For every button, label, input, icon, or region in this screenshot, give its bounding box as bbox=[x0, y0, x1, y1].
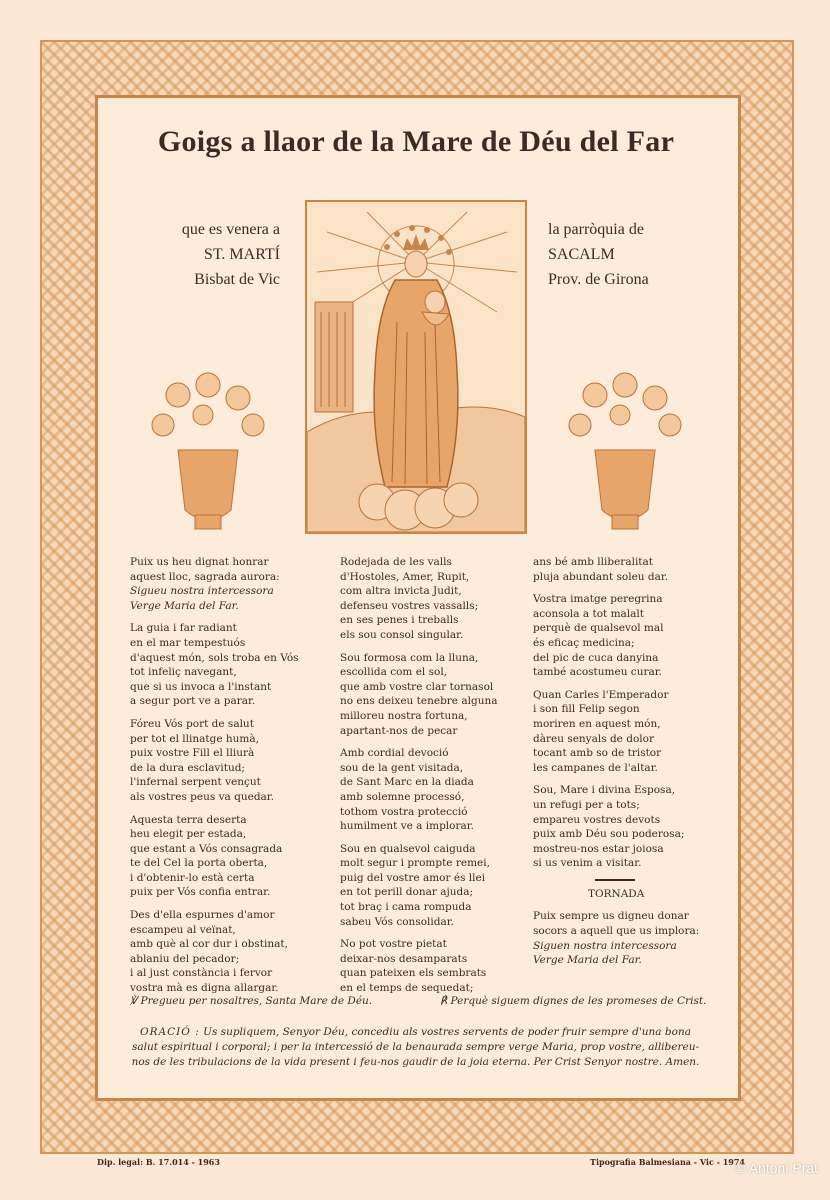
tornada-line: Verge Maria del Far. bbox=[533, 954, 642, 967]
verse-line: apartant-nos de pecar bbox=[340, 724, 458, 737]
verse-line: amb solemne processó, bbox=[340, 790, 465, 803]
verse-line: que amb vostre clar tornasol bbox=[340, 680, 494, 693]
verse-line: aconsola a tot malalt bbox=[533, 607, 644, 620]
verse-line: Verge Maria del Far. bbox=[130, 599, 239, 612]
verse-line: de Sant Marc en la diada bbox=[340, 776, 474, 789]
verse-line: d'Hostoles, Amer, Rupit, bbox=[340, 570, 470, 583]
verse-line: Quan Carles l'Emperador bbox=[533, 688, 669, 701]
verse-line: milloreu nostra fortuna, bbox=[340, 709, 468, 722]
verse-line: dàreu senyals de dolor bbox=[533, 732, 654, 745]
right-header-line: Prov. de Girona bbox=[548, 271, 649, 288]
verse-line: com altra invicta Judit, bbox=[340, 585, 462, 598]
legal-deposit: Dip. legal: B. 17.014 - 1963 bbox=[97, 1157, 220, 1167]
verse-line: els sou consol singular. bbox=[340, 628, 464, 641]
tornada-label: TORNADA bbox=[588, 887, 645, 900]
verse-line: molt segur i prompte remei, bbox=[340, 857, 490, 870]
verse-line: Vostra imatge peregrina bbox=[533, 593, 663, 606]
verse-line: pluja abundant soleu dar. bbox=[533, 570, 669, 583]
verse-line: i son fill Felip segon bbox=[533, 703, 640, 716]
verse-line: perquè de qualsevol mal bbox=[533, 622, 664, 635]
oracio-prayer bbox=[128, 1025, 703, 1070]
verse-line: Sigueu nostra intercessora bbox=[130, 585, 274, 598]
stanza-gap bbox=[533, 680, 713, 688]
verse-column-3 bbox=[533, 555, 713, 968]
verse-line: sabeu Vós consolidar. bbox=[340, 915, 454, 928]
stanza-gap bbox=[130, 900, 330, 908]
verse-line: i al just constància i fervor bbox=[130, 967, 273, 980]
left-header-line: ST. MARTÍ bbox=[203, 246, 280, 263]
verse-line: Amb cordial devoció bbox=[340, 747, 449, 760]
verse-line: ans bé amb lliberalitat bbox=[533, 556, 654, 568]
stanza-gap bbox=[533, 584, 713, 592]
page-title: Goigs a llaor de la Mare de Déu del Far bbox=[157, 125, 675, 158]
printer-credit: Tipografia Balmesiana - Vic - 1974 bbox=[590, 1157, 745, 1167]
stanza-gap bbox=[340, 929, 530, 937]
virgin-woodcut-image bbox=[305, 200, 527, 534]
verse-line: de la dura esclavitud; bbox=[130, 761, 245, 774]
verse-column-1 bbox=[130, 555, 330, 996]
flower-vase-icon bbox=[560, 370, 690, 535]
stanza-gap bbox=[340, 834, 530, 842]
tornada-line: socors a aquell que us implora: bbox=[533, 925, 700, 938]
left-header-line: que es venera a bbox=[181, 221, 280, 238]
verse-line: defenseu vostres vassalls; bbox=[340, 599, 479, 612]
oracio-label: ORACIÓ : bbox=[140, 1026, 200, 1038]
tornada-line: Puix sempre us digneu donar bbox=[533, 910, 689, 923]
verse-line: en ses penes i treballs bbox=[340, 614, 459, 627]
verse-line: No pot vostre pietat bbox=[340, 938, 447, 951]
verse-line: empareu vostres devots bbox=[533, 813, 661, 826]
verse-line: en el temps de sequedat; bbox=[340, 982, 474, 995]
verse-line: Aquesta terra deserta bbox=[130, 813, 247, 826]
verse-line: Sou, Mare i divina Esposa, bbox=[533, 784, 676, 797]
verse-line: d'aquest món, sols troba en Vós bbox=[130, 651, 299, 664]
verse-line: La guia i far radiant bbox=[130, 622, 237, 635]
verse-line: i d'obtenir-lo està certa bbox=[130, 871, 255, 884]
verse-line: Sou formosa com la lluna, bbox=[340, 651, 479, 664]
verse-line: l'infernal serpent vençut bbox=[130, 776, 261, 789]
copyright-watermark: © Antoni Prat bbox=[735, 1160, 818, 1176]
verse-line: és eficaç medicina; bbox=[533, 636, 635, 649]
verse-line: si us venim a visitar. bbox=[533, 857, 642, 870]
stanza-gap bbox=[130, 613, 330, 621]
verse-line: ablaniu del pecador; bbox=[130, 952, 240, 965]
verse-line: puix per Vós confia entrar. bbox=[130, 886, 271, 899]
verse-line: Rodejada de les valls bbox=[340, 556, 452, 568]
left-header-line: Bisbat de Vic bbox=[194, 271, 280, 288]
verse-line: en el mar tempestuós bbox=[130, 636, 246, 649]
verse-column-2 bbox=[340, 555, 530, 996]
verse-line: Puix us heu dignat honrar bbox=[130, 556, 269, 568]
verse-line: quan pateixen els sembrats bbox=[340, 967, 487, 980]
verse-line: moriren en aquest món, bbox=[533, 717, 661, 730]
verse-line: les campanes de l'altar. bbox=[533, 761, 658, 774]
verse-line: als vostres peus va quedar. bbox=[130, 790, 275, 803]
verse-column-3-lines bbox=[533, 555, 713, 871]
flower-vase-icon bbox=[143, 370, 273, 535]
verse-line: puig del vostre amor és llei bbox=[340, 871, 486, 884]
right-header bbox=[548, 217, 688, 292]
verse-line: en tot perill donar ajuda; bbox=[340, 886, 473, 899]
tornada-line: Siguen nostra intercessora bbox=[533, 939, 677, 952]
verse-line: tot braç i cama rompuda bbox=[340, 901, 472, 914]
verse-line: també acostumeu curar. bbox=[533, 666, 662, 679]
verse-line: puix vostre Fill el lliurà bbox=[130, 747, 255, 760]
verse-line: no ens deixeu tenebre alguna bbox=[340, 695, 498, 708]
verse-line: sou de la gent visitada, bbox=[340, 761, 464, 774]
versicle: ℣ Pregueu per nosaltres, Santa Mare de Déu. bbox=[130, 995, 373, 1007]
verse-line: aquest lloc, sagrada aurora: bbox=[130, 570, 280, 583]
verse-line: escollida com el sol, bbox=[340, 666, 448, 679]
verse-line: mostreu-nos estar joiosa bbox=[533, 842, 664, 855]
verse-line: a segur port ve a parar. bbox=[130, 695, 256, 708]
verse-line: deixar-nos desamparats bbox=[340, 952, 468, 965]
response: ℟ Perquè siguem dignes de les promeses de Crist. bbox=[440, 995, 707, 1007]
verse-line: te del Cel la porta oberta, bbox=[130, 857, 268, 870]
stanza-gap bbox=[340, 643, 530, 651]
right-header-line: la parròquia de bbox=[548, 221, 644, 238]
tornada-rule bbox=[595, 879, 635, 881]
verse-line: Sou en qualsevol caiguda bbox=[340, 842, 476, 855]
stanza-gap bbox=[340, 738, 530, 746]
verse-line: escampeu al veïnat, bbox=[130, 923, 236, 936]
virgin-figure-icon bbox=[307, 202, 525, 532]
verse-line: amb què al cor dur i obstinat, bbox=[130, 938, 288, 951]
stanza-gap bbox=[533, 775, 713, 783]
verse-line: vostra mà es digna allargar. bbox=[130, 982, 279, 995]
verse-line: heu elegit per estada, bbox=[130, 828, 247, 841]
verse-line: un refugi per a tots; bbox=[533, 798, 640, 811]
right-header-line: SACALM bbox=[548, 246, 615, 263]
verse-line: que si us invoca a l'instant bbox=[130, 680, 272, 693]
verse-line: del pic de cuca danyina bbox=[533, 651, 659, 664]
verse-line: puix amb Déu sou poderosa; bbox=[533, 828, 685, 841]
verse-line: tocant amb so de tristor bbox=[533, 747, 662, 760]
left-header bbox=[150, 217, 280, 292]
oracio-text: Us supliquem, Senyor Déu, concediu als vostres servents de poder fruir sempre d'una bona salut espiritual i corporal; i per la intercessió de la benaurada sempre verge Maria, prop vostre, allibereu-nos de les tribulacions de la vida present i feu-nos gaudir de la joia eterna. Per Crist Senyor nostre. Amen. bbox=[131, 1026, 700, 1068]
verse-line: Des d'ella espurnes d'amor bbox=[130, 909, 275, 922]
verse-line: tot infeliç navegant, bbox=[130, 666, 237, 679]
stanza-gap bbox=[130, 709, 330, 717]
verse-line: humilment ve a implorar. bbox=[340, 820, 474, 833]
verse-line: tothom vostra protecció bbox=[340, 805, 468, 818]
verse-line: per tot el llinatge humà, bbox=[130, 732, 259, 745]
verse-line: Fóreu Vós port de salut bbox=[130, 717, 254, 730]
verse-line: que estant a Vós consagrada bbox=[130, 842, 283, 855]
stanza-gap bbox=[130, 805, 330, 813]
